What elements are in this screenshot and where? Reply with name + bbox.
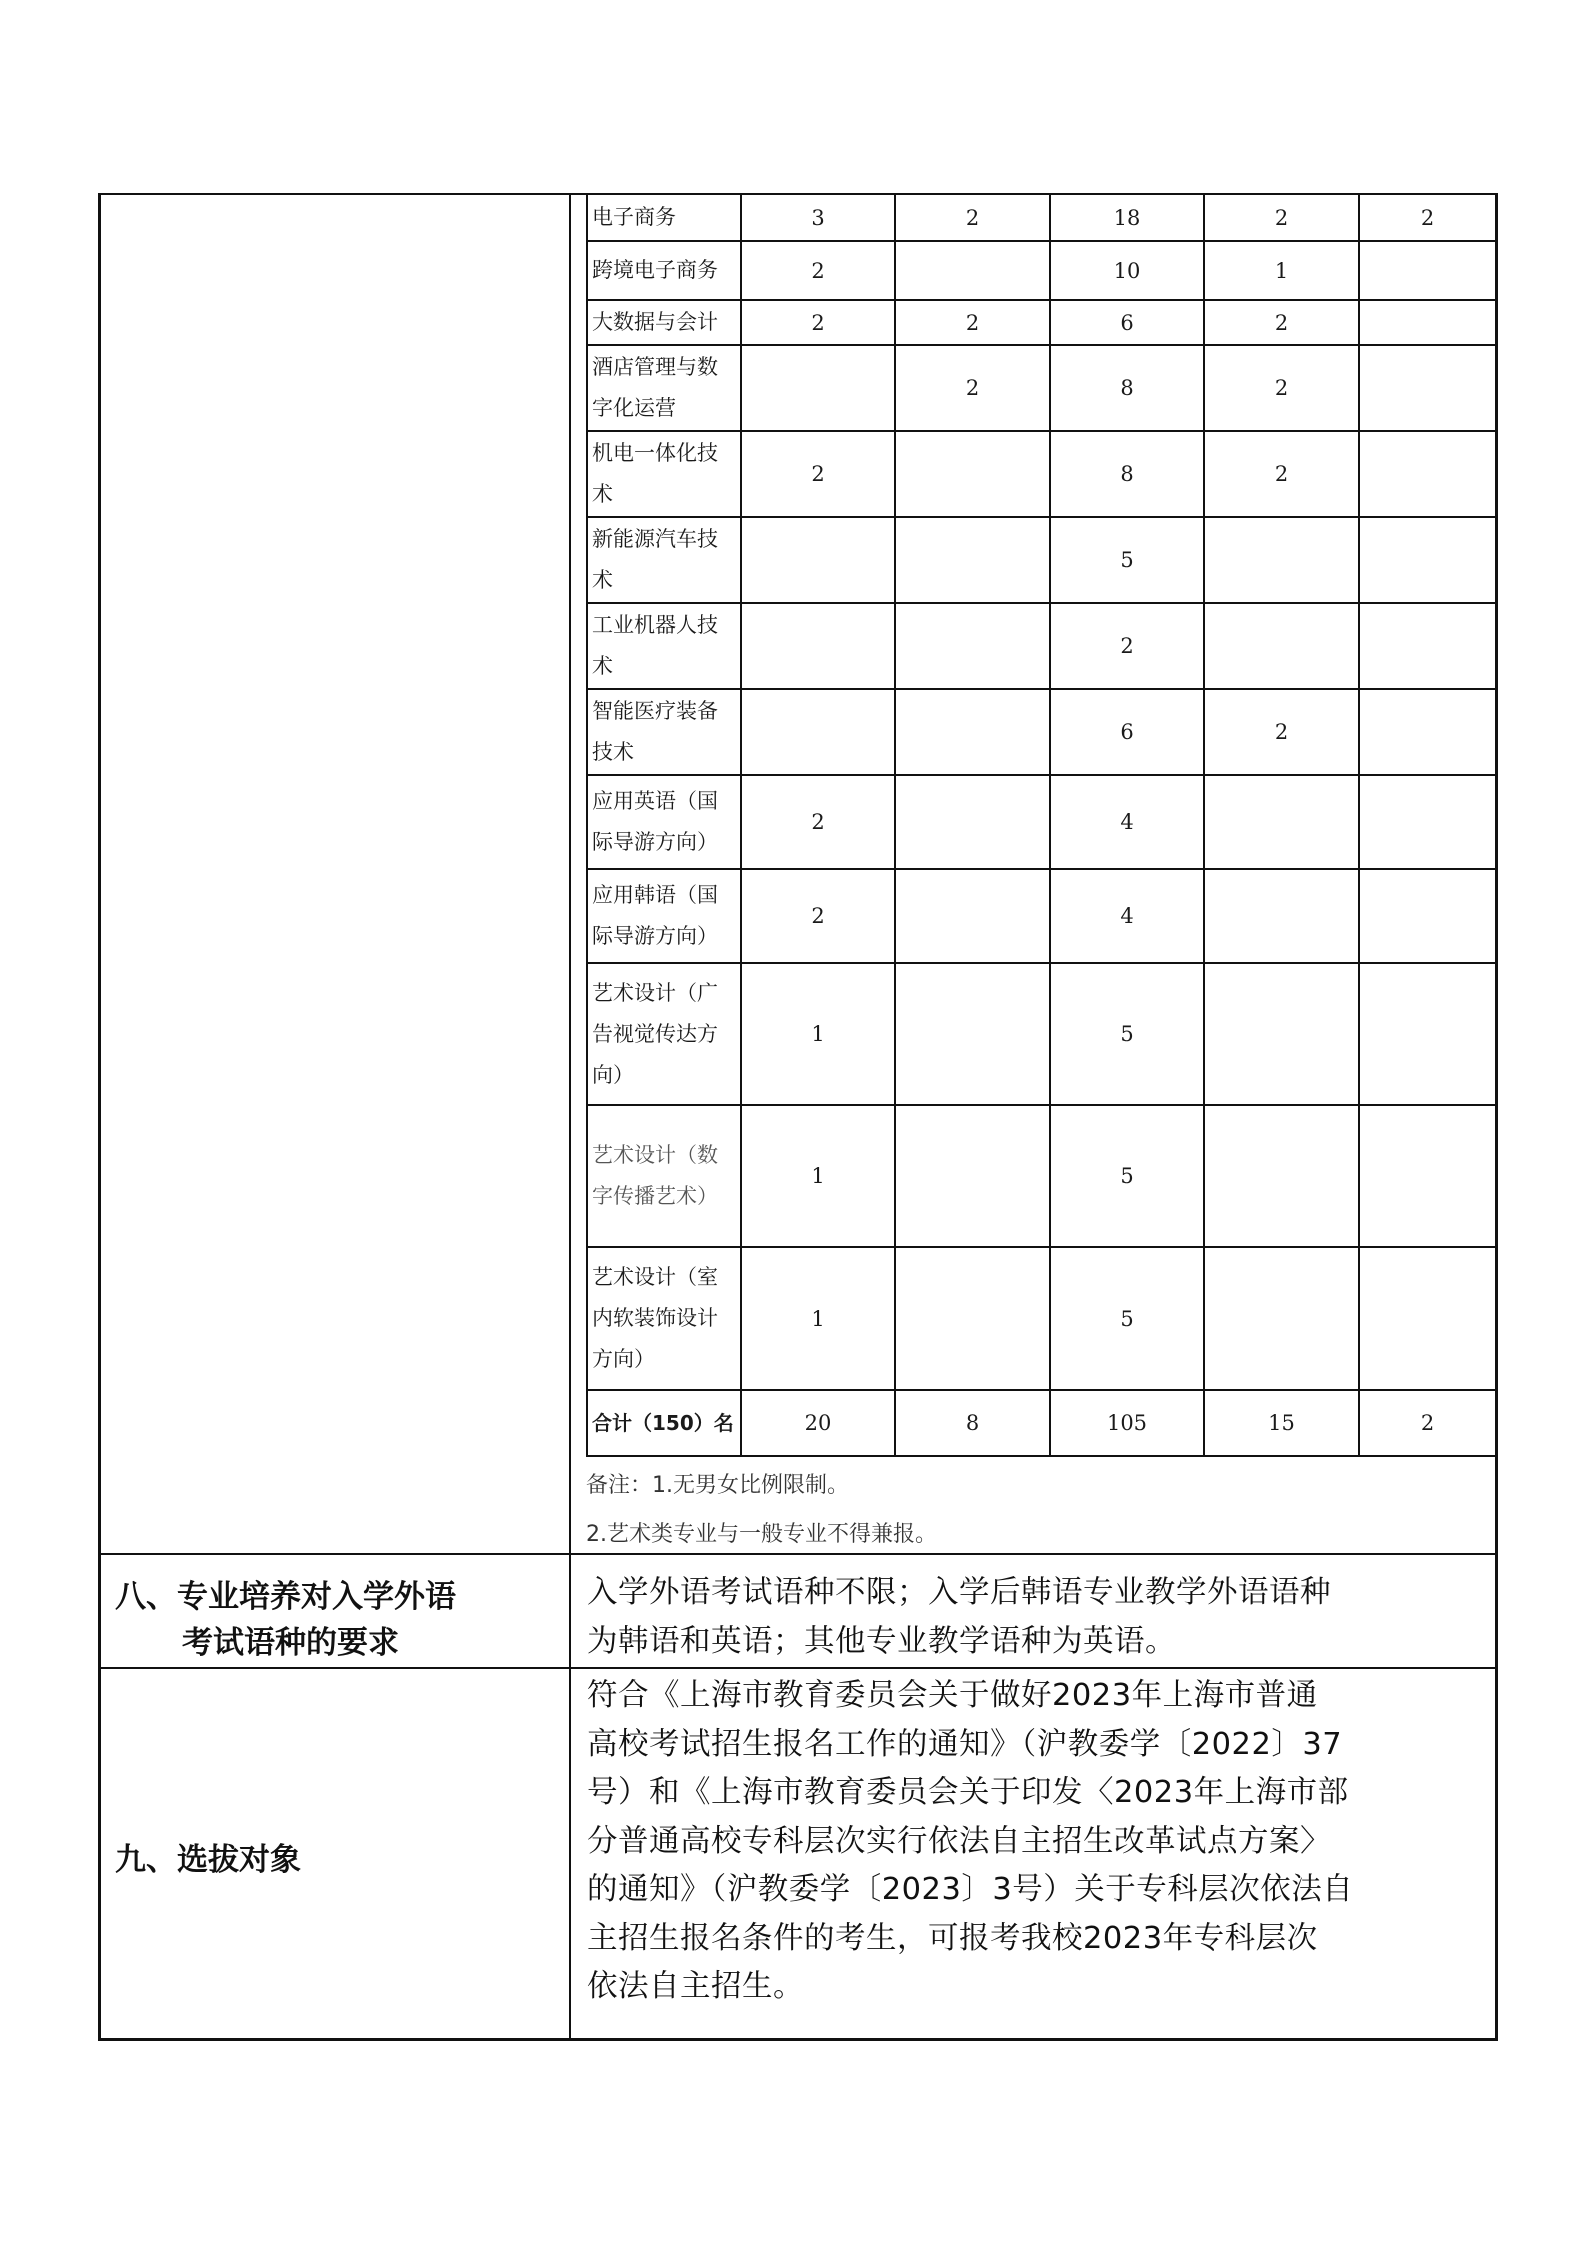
major-name: 跨境电子商务	[587, 241, 741, 300]
column-divider	[569, 193, 571, 2041]
row-divider-section8	[98, 1553, 1498, 1555]
total-cell: 2	[1359, 1390, 1496, 1456]
quota-cell: 1	[741, 963, 895, 1105]
table-row	[587, 300, 1496, 345]
quota-cell: 6	[1050, 300, 1204, 345]
quota-cell: 2	[1359, 194, 1496, 241]
table-row	[587, 431, 1496, 517]
quota-cell	[895, 1105, 1050, 1247]
total-label: 合计（150）名	[587, 1390, 741, 1456]
quota-cell	[1204, 775, 1359, 869]
quota-cell: 8	[1050, 431, 1204, 517]
quota-cell: 5	[1050, 963, 1204, 1105]
quota-cell: 2	[1204, 431, 1359, 517]
total-cell: 105	[1050, 1390, 1204, 1456]
section8-text-line: 为韩语和英语；其他专业教学语种为英语。	[587, 1623, 1176, 1659]
major-name: 电子商务	[587, 194, 741, 241]
row-divider-section9	[98, 1667, 1498, 1669]
table-row	[587, 689, 1496, 775]
quota-cell: 2	[741, 300, 895, 345]
quota-cell: 2	[895, 300, 1050, 345]
quota-cell: 6	[1050, 689, 1204, 775]
section8-text-line: 入学外语考试语种不限；入学后韩语专业教学外语语种	[587, 1575, 1331, 1610]
quota-cell	[895, 775, 1050, 869]
table-row	[587, 603, 1496, 689]
quota-cell: 1	[741, 1247, 895, 1390]
quota-cell	[895, 1247, 1050, 1390]
quota-cell: 5	[1050, 1247, 1204, 1390]
quota-cell	[1359, 431, 1496, 517]
major-name: 酒店管理与数字化运营	[587, 345, 741, 431]
table-row	[587, 241, 1496, 300]
table-row	[587, 1247, 1496, 1390]
quota-cell: 5	[1050, 517, 1204, 603]
quota-cell	[1359, 241, 1496, 300]
total-cell: 20	[741, 1390, 895, 1456]
quota-cell: 2	[1204, 345, 1359, 431]
quota-cell: 1	[741, 1105, 895, 1247]
section9-text-line: 高校考试招生报名工作的通知》（沪教委学〔2022〕37	[587, 1726, 1343, 1762]
section9-text-line: 依法自主招生。	[587, 1969, 804, 2004]
table-row	[587, 517, 1496, 603]
quota-cell: 2	[741, 241, 895, 300]
quota-cell	[741, 345, 895, 431]
quota-cell: 18	[1050, 194, 1204, 241]
quota-cell	[1359, 1247, 1496, 1390]
table-row	[587, 775, 1496, 869]
quota-cell	[895, 689, 1050, 775]
quota-cell	[1359, 775, 1496, 869]
section9-text-line: 的通知》（沪教委学〔2023〕3号）关于专科层次依法自	[587, 1872, 1354, 1907]
section9-label: 九、选拔对象	[115, 1842, 301, 1878]
quota-cell	[1359, 1105, 1496, 1247]
quota-cell: 2	[1050, 603, 1204, 689]
section9-text-line: 符合《上海市教育委员会关于做好2023年上海市普通	[587, 1678, 1318, 1713]
quota-cell	[1359, 603, 1496, 689]
major-name: 艺术设计（数字传播艺术）	[587, 1105, 741, 1247]
note-line-2: 2.艺术类专业与一般专业不得兼报。	[586, 1522, 937, 1547]
quota-cell	[1359, 517, 1496, 603]
quota-cell	[1204, 1105, 1359, 1247]
major-name: 艺术设计（室内软装饰设计方向）	[587, 1247, 741, 1390]
quota-cell	[895, 431, 1050, 517]
total-cell: 8	[895, 1390, 1050, 1456]
section8-label-line1: 八、专业培养对入学外语	[115, 1579, 456, 1615]
quota-cell: 10	[1050, 241, 1204, 300]
table-row	[587, 194, 1496, 241]
quota-cell	[1204, 517, 1359, 603]
quota-cell	[1204, 963, 1359, 1105]
note-line-1: 备注：1.无男女比例限制。	[586, 1473, 849, 1498]
major-name: 艺术设计（广告视觉传达方向）	[587, 963, 741, 1105]
quota-cell	[1359, 869, 1496, 963]
quota-cell: 2	[741, 431, 895, 517]
table-total-row	[587, 1390, 1496, 1456]
quota-cell: 2	[741, 869, 895, 963]
table-row	[587, 1105, 1496, 1247]
major-name: 大数据与会计	[587, 300, 741, 345]
quota-cell	[1204, 1247, 1359, 1390]
major-name: 新能源汽车技术	[587, 517, 741, 603]
table-row	[587, 345, 1496, 431]
quota-cell: 5	[1050, 1105, 1204, 1247]
quota-cell	[895, 241, 1050, 300]
quota-cell: 4	[1050, 775, 1204, 869]
section9-text-line: 号）和《上海市教育委员会关于印发〈2023年上海市部	[587, 1775, 1349, 1810]
section9-text	[587, 1672, 1487, 2012]
quota-cell: 2	[895, 194, 1050, 241]
section8-text	[587, 1569, 1487, 1666]
quota-cell	[1359, 689, 1496, 775]
quota-cell	[741, 517, 895, 603]
quota-cell: 2	[1204, 194, 1359, 241]
section9-text-line: 分普通高校专科层次实行依法自主招生改革试点方案〉	[587, 1823, 1331, 1859]
quota-cell	[895, 517, 1050, 603]
quota-cell	[1204, 603, 1359, 689]
major-name: 应用英语（国际导游方向）	[587, 775, 741, 869]
quota-cell: 2	[1204, 689, 1359, 775]
quota-cell	[895, 869, 1050, 963]
quota-cell	[1359, 345, 1496, 431]
total-cell: 15	[1204, 1390, 1359, 1456]
quota-cell: 2	[895, 345, 1050, 431]
quota-cell	[741, 689, 895, 775]
quota-cell	[1359, 300, 1496, 345]
quota-cell	[1359, 963, 1496, 1105]
major-name: 智能医疗装备技术	[587, 689, 741, 775]
major-name: 机电一体化技术	[587, 431, 741, 517]
table-row	[587, 963, 1496, 1105]
quota-cell: 2	[1204, 300, 1359, 345]
major-name: 应用韩语（国际导游方向）	[587, 869, 741, 963]
quota-cell	[741, 603, 895, 689]
quota-cell	[895, 603, 1050, 689]
major-name: 工业机器人技术	[587, 603, 741, 689]
section8-label-line2: 考试语种的要求	[182, 1625, 399, 1661]
quota-cell: 2	[741, 775, 895, 869]
quota-cell: 1	[1204, 241, 1359, 300]
section9-text-line: 主招生报名条件的考生，可报考我校2023年专科层次	[587, 1920, 1318, 1956]
quota-cell	[1204, 869, 1359, 963]
quota-cell	[895, 963, 1050, 1105]
table-row	[587, 869, 1496, 963]
quota-cell: 3	[741, 194, 895, 241]
quota-cell: 4	[1050, 869, 1204, 963]
quota-cell: 8	[1050, 345, 1204, 431]
enrollment-quota-table	[586, 193, 1497, 1457]
